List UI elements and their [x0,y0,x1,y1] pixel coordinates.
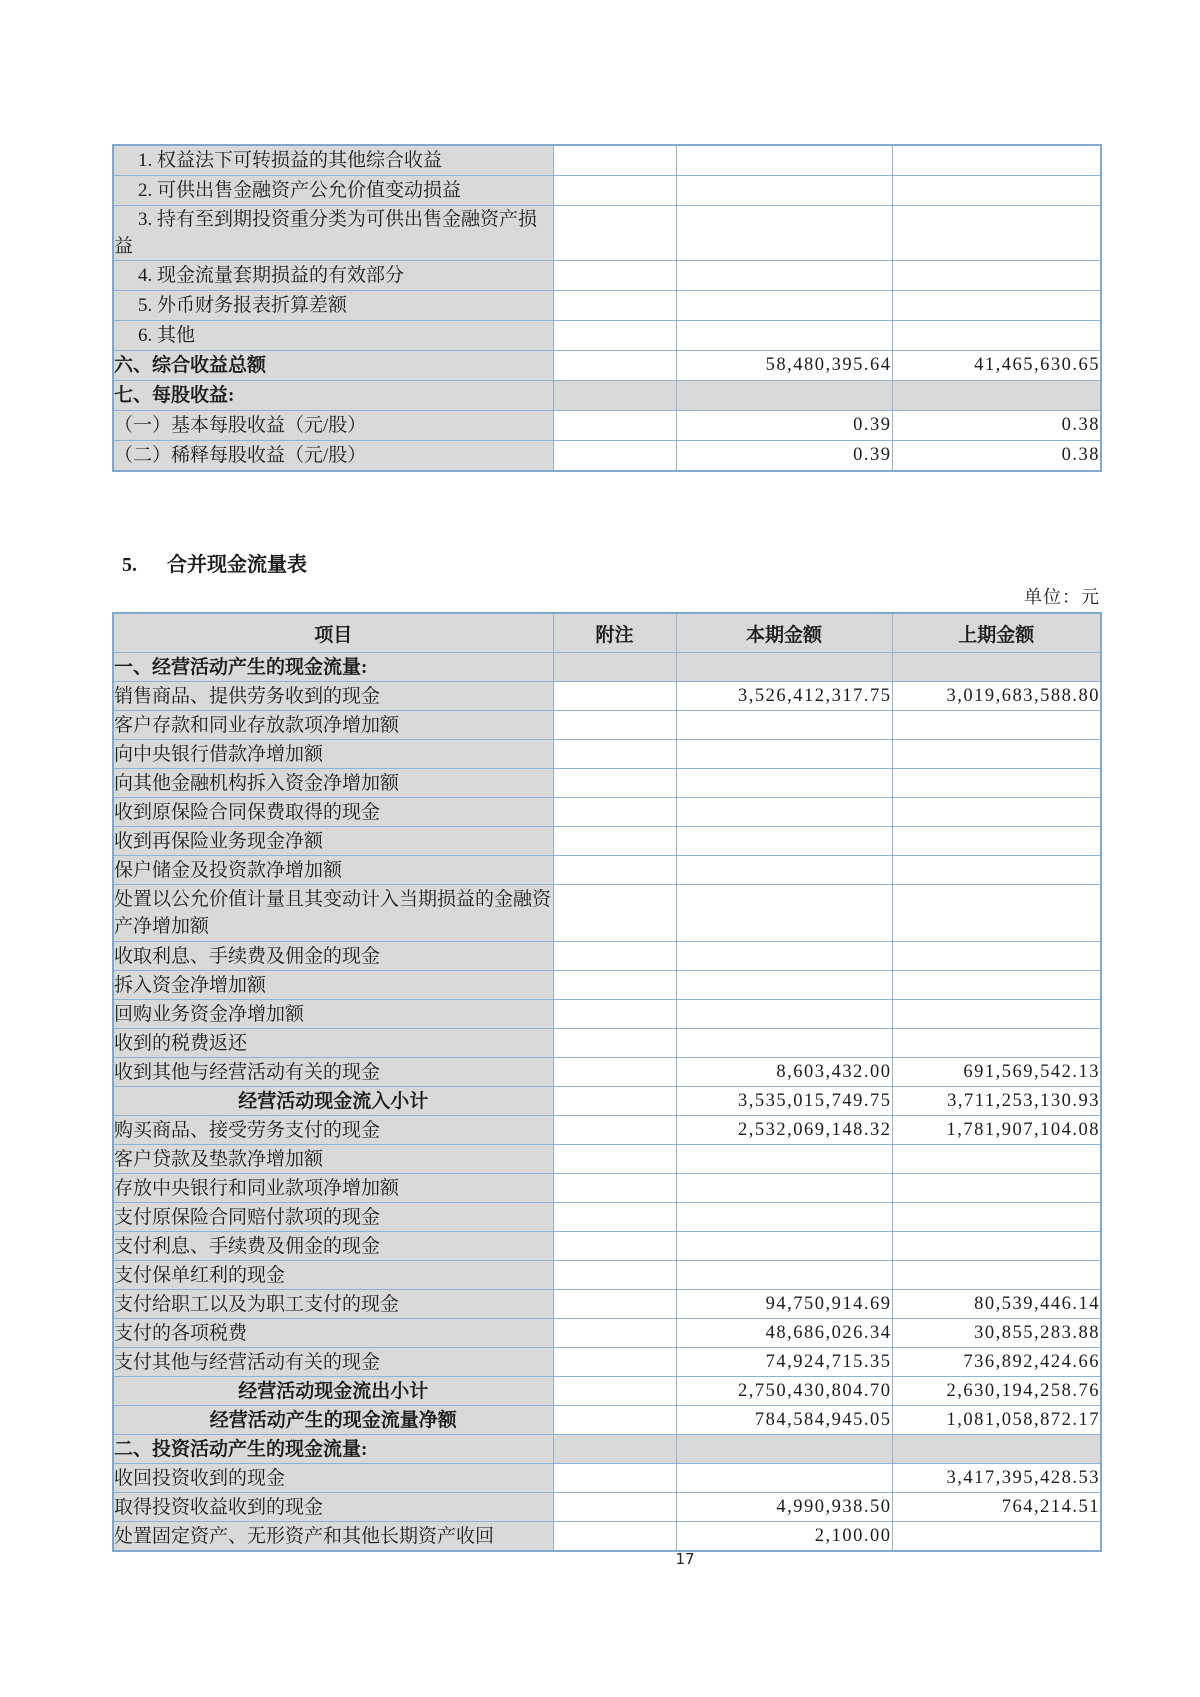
table-row [113,1319,1101,1348]
current-amount-cell [676,1203,892,1232]
note-cell [553,1290,676,1319]
prior-amount-cell: 1,081,058,872.17 [892,1406,1101,1435]
table-row [113,291,1101,321]
table-row [113,1348,1101,1377]
item-label-cell: 5. 外币财务报表折算差额 [113,291,553,321]
table-row [113,942,1101,971]
comprehensive-income-table [112,144,1102,472]
note-cell [553,381,676,411]
current-amount-cell [676,1435,892,1464]
table-row [113,145,1101,176]
note-cell [553,1377,676,1406]
item-label-cell: 向中央银行借款净增加额 [113,740,553,769]
current-amount-cell: 48,686,026.34 [676,1319,892,1348]
item-label-cell: 收到的税费返还 [113,1029,553,1058]
prior-amount-cell [892,145,1101,176]
current-amount-cell [676,1174,892,1203]
section-number: 5. [122,554,137,576]
item-label-cell: 客户贷款及垫款净增加额 [113,1145,553,1174]
note-cell [553,1493,676,1522]
current-amount-cell: 0.39 [676,441,892,472]
prior-amount-cell: 0.38 [892,411,1101,441]
current-amount-cell [676,942,892,971]
current-amount-cell [676,827,892,856]
item-label-cell: 客户存款和同业存放款项净增加额 [113,711,553,740]
item-label-cell: 处置以公允价值计量且其变动计入当期损益的金融资产净增加额 [113,885,553,942]
item-label-cell: 支付给职工以及为职工支付的现金 [113,1290,553,1319]
item-label-cell: 支付保单红利的现金 [113,1261,553,1290]
item-label-cell: 收回投资收到的现金 [113,1464,553,1493]
current-amount-cell [676,769,892,798]
current-amount-cell [676,711,892,740]
note-cell [553,441,676,472]
note-cell [553,1174,676,1203]
item-label-cell: 收到原保险合同保费取得的现金 [113,798,553,827]
note-cell [553,176,676,206]
table-row [113,798,1101,827]
item-label-cell: 处置固定资产、无形资产和其他长期资产收回 [113,1522,553,1552]
item-label-cell: 3. 持有至到期投资重分类为可供出售金融资产损益 [113,206,553,261]
prior-amount-cell [892,206,1101,261]
prior-amount-cell: 80,539,446.14 [892,1290,1101,1319]
prior-amount-cell [892,942,1101,971]
note-cell [553,1058,676,1087]
table-row [113,769,1101,798]
current-amount-cell [676,1232,892,1261]
item-label-cell: 收取利息、手续费及佣金的现金 [113,942,553,971]
current-amount-cell: 4,990,938.50 [676,1493,892,1522]
item-label-cell: 支付原保险合同赔付款项的现金 [113,1203,553,1232]
item-label-cell: 4. 现金流量套期损益的有效部分 [113,261,553,291]
item-label-cell: 经营活动现金流出小计 [113,1377,553,1406]
prior-amount-cell [892,381,1101,411]
note-cell [553,1406,676,1435]
note-cell [553,769,676,798]
prior-amount-cell [892,176,1101,206]
prior-amount-cell [892,740,1101,769]
prior-amount-cell: 764,214.51 [892,1493,1101,1522]
header-row [113,613,1101,653]
current-amount-cell: 8,603,432.00 [676,1058,892,1087]
prior-amount-cell: 3,019,683,588.80 [892,682,1101,711]
prior-amount-cell [892,261,1101,291]
note-cell [553,942,676,971]
note-cell [553,827,676,856]
prior-amount-cell [892,885,1101,942]
table-row [113,1522,1101,1552]
current-amount-cell: 74,924,715.35 [676,1348,892,1377]
note-cell [553,291,676,321]
prior-amount-cell: 1,781,907,104.08 [892,1116,1101,1145]
table-row [113,351,1101,381]
prior-amount-cell [892,798,1101,827]
item-label-cell: 6. 其他 [113,321,553,351]
cash-flow-table-header [113,613,1101,653]
prior-amount-cell [892,653,1101,682]
current-amount-cell [676,1145,892,1174]
table-row [113,321,1101,351]
current-amount-cell: 2,100.00 [676,1522,892,1552]
item-label-cell: 购买商品、接受劳务支付的现金 [113,1116,553,1145]
table-row [113,1406,1101,1435]
table-row [113,1000,1101,1029]
table-row [113,827,1101,856]
prior-amount-cell [892,971,1101,1000]
prior-amount-cell [892,1203,1101,1232]
current-amount-cell [676,321,892,351]
table-row [113,1493,1101,1522]
note-cell [553,653,676,682]
current-amount-cell [676,885,892,942]
note-cell [553,740,676,769]
note-cell [553,1319,676,1348]
note-cell [553,1203,676,1232]
current-amount-cell [676,653,892,682]
current-amount-cell [676,291,892,321]
prior-amount-cell [892,1029,1101,1058]
note-cell [553,411,676,441]
note-cell [553,1261,676,1290]
item-label-cell: 向其他金融机构拆入资金净增加额 [113,769,553,798]
table-row [113,1029,1101,1058]
page-number: 17 [675,1550,695,1568]
note-cell [553,798,676,827]
table-row [113,1290,1101,1319]
header-prior-period: 上期金额 [892,613,1101,653]
note-cell [553,206,676,261]
item-label-cell: 1. 权益法下可转损益的其他综合收益 [113,145,553,176]
table-row [113,1464,1101,1493]
current-amount-cell: 58,480,395.64 [676,351,892,381]
prior-amount-cell [892,1174,1101,1203]
header-item: 项目 [113,613,553,653]
table-row [113,711,1101,740]
header-note: 附注 [553,613,676,653]
item-label-cell: 支付其他与经营活动有关的现金 [113,1348,553,1377]
table-row [113,971,1101,1000]
table-row [113,653,1101,682]
item-label-cell: 一、经营活动产生的现金流量: [113,653,553,682]
note-cell [553,321,676,351]
section-title [122,548,307,577]
note-cell [553,1522,676,1552]
item-label-cell: 二、投资活动产生的现金流量: [113,1435,553,1464]
item-label-cell: 支付利息、手续费及佣金的现金 [113,1232,553,1261]
current-amount-cell [676,971,892,1000]
prior-amount-cell [892,856,1101,885]
item-label-cell: 存放中央银行和同业款项净增加额 [113,1174,553,1203]
prior-amount-cell: 736,892,424.66 [892,1348,1101,1377]
unit-label: 单位：元 [1024,587,1100,607]
current-amount-cell [676,261,892,291]
prior-amount-cell: 41,465,630.65 [892,351,1101,381]
item-label-cell: （一）基本每股收益（元/股） [113,411,553,441]
item-label-cell: 经营活动产生的现金流量净额 [113,1406,553,1435]
prior-amount-cell [892,321,1101,351]
prior-amount-cell: 2,630,194,258.76 [892,1377,1101,1406]
table-row [113,1377,1101,1406]
item-label-cell: 支付的各项税费 [113,1319,553,1348]
current-amount-cell [676,1000,892,1029]
item-label-cell: 收到再保险业务现金净额 [113,827,553,856]
item-label-cell: 回购业务资金净增加额 [113,1000,553,1029]
income-table-body [113,145,1101,471]
prior-amount-cell: 30,855,283.88 [892,1319,1101,1348]
table-row [113,1174,1101,1203]
current-amount-cell: 94,750,914.69 [676,1290,892,1319]
current-amount-cell [676,1261,892,1290]
note-cell [553,1029,676,1058]
current-amount-cell [676,856,892,885]
prior-amount-cell [892,1232,1101,1261]
table-row [113,740,1101,769]
prior-amount-cell [892,1522,1101,1552]
current-amount-cell [676,381,892,411]
cash-flow-table [112,612,1102,1552]
table-row [113,682,1101,711]
current-amount-cell [676,206,892,261]
current-amount-cell: 0.39 [676,411,892,441]
prior-amount-cell [892,1000,1101,1029]
section-title-text: 合并现金流量表 [167,554,307,576]
current-amount-cell [676,1029,892,1058]
current-amount-cell [676,798,892,827]
table-row [113,441,1101,472]
note-cell [553,1087,676,1116]
current-amount-cell [676,740,892,769]
item-label-cell: 拆入资金净增加额 [113,971,553,1000]
prior-amount-cell [892,1145,1101,1174]
item-label-cell: 收到其他与经营活动有关的现金 [113,1058,553,1087]
item-label-cell: 七、每股收益: [113,381,553,411]
table-row [113,381,1101,411]
table-row [113,885,1101,942]
note-cell [553,971,676,1000]
prior-amount-cell [892,291,1101,321]
table-row [113,206,1101,261]
current-amount-cell: 3,535,015,749.75 [676,1087,892,1116]
prior-amount-cell [892,827,1101,856]
note-cell [553,1000,676,1029]
table-row [113,1087,1101,1116]
item-label-cell: 保户储金及投资款净增加额 [113,856,553,885]
note-cell [553,682,676,711]
current-amount-cell [676,1464,892,1493]
prior-amount-cell: 0.38 [892,441,1101,472]
table-row [113,1232,1101,1261]
table-row [113,261,1101,291]
note-cell [553,1145,676,1174]
item-label-cell: 经营活动现金流入小计 [113,1087,553,1116]
table-row [113,1116,1101,1145]
note-cell [553,711,676,740]
current-amount-cell [676,176,892,206]
table-row [113,1435,1101,1464]
note-cell [553,351,676,381]
current-amount-cell: 784,584,945.05 [676,1406,892,1435]
note-cell [553,1232,676,1261]
note-cell [553,885,676,942]
item-label-cell: 取得投资收益收到的现金 [113,1493,553,1522]
prior-amount-cell: 691,569,542.13 [892,1058,1101,1087]
current-amount-cell: 3,526,412,317.75 [676,682,892,711]
prior-amount-cell [892,769,1101,798]
header-current-period: 本期金额 [676,613,892,653]
prior-amount-cell: 3,711,253,130.93 [892,1087,1101,1116]
item-label-cell: （二）稀释每股收益（元/股） [113,441,553,472]
current-amount-cell: 2,750,430,804.70 [676,1377,892,1406]
item-label-cell: 销售商品、提供劳务收到的现金 [113,682,553,711]
prior-amount-cell [892,1261,1101,1290]
prior-amount-cell: 3,417,395,428.53 [892,1464,1101,1493]
table-row [113,856,1101,885]
prior-amount-cell [892,711,1101,740]
table-row [113,1203,1101,1232]
note-cell [553,1116,676,1145]
prior-amount-cell [892,1435,1101,1464]
note-cell [553,1348,676,1377]
table-row [113,1145,1101,1174]
current-amount-cell: 2,532,069,148.32 [676,1116,892,1145]
current-amount-cell [676,145,892,176]
note-cell [553,1464,676,1493]
cash-flow-table-body [113,653,1101,1552]
item-label-cell: 2. 可供出售金融资产公允价值变动损益 [113,176,553,206]
note-cell [553,856,676,885]
table-row [113,176,1101,206]
note-cell [553,261,676,291]
item-label-cell: 六、综合收益总额 [113,351,553,381]
table-row [113,1058,1101,1087]
note-cell [553,145,676,176]
table-row [113,1261,1101,1290]
note-cell [553,1435,676,1464]
table-row [113,411,1101,441]
